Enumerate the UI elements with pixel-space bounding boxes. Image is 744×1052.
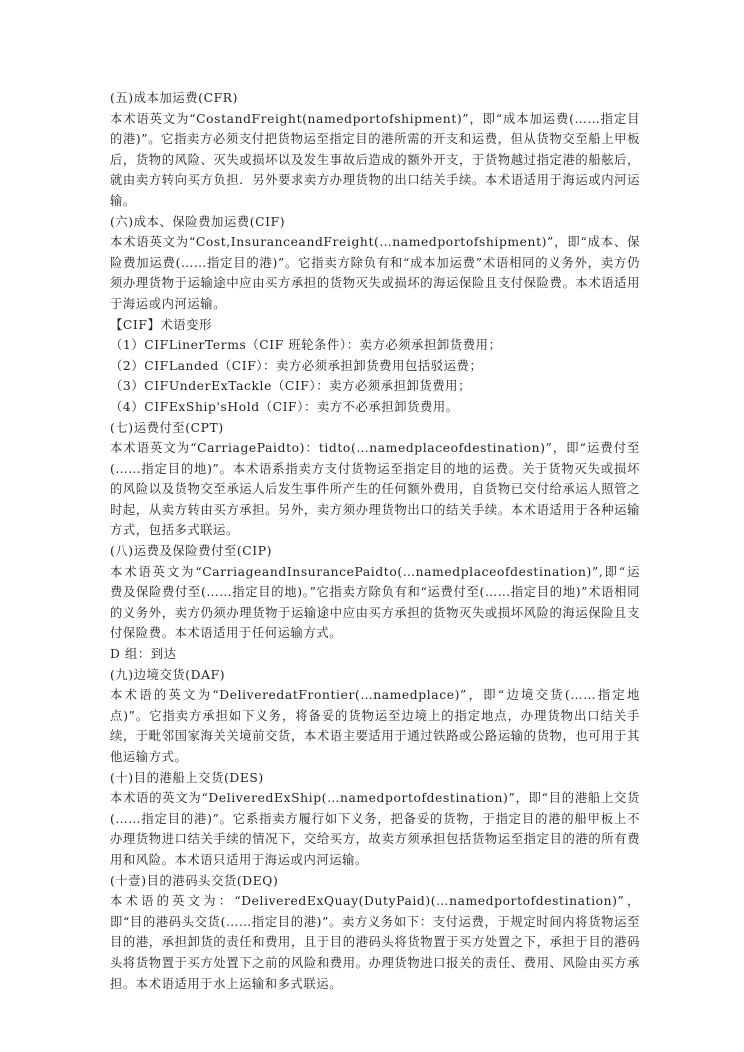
list-item: （4）CIFExShip'sHold（CIF）：卖方不必承担卸货费用。 <box>110 399 459 414</box>
paragraph-cfr: 本术语英文为“CostandFreight(namedportofshipment)”，即“成本加运费(……指定目的港)”。它指卖方必须支付把货物运至指定目的港所需的开支和运费，但从货物交至船上甲板后，货物的风险、灭失或损坏以及发生事故后造成的额外开支，于货物越过指定港的船舷后，就由卖方转向买方负担．另外要求卖方办理货物的出口结关手续。本术语适用于海运或内河运输。 <box>110 111 640 208</box>
heading-cfr: (五)成本加运费(CFR) <box>110 91 238 105</box>
paragraph-cif: 本术语英文为“Cost,InsuranceandFreight(…namedportofshipment)”，即“成本、保险费加运费(……指定目的港)”。它指卖方除负有和“成本加运费”术语相同的义务外，卖方仍须办理货物于运输途中应由买方承担的货物灭失或损坏的海运保险且支付保险费。本术语适用于海运或内河运输。 <box>110 235 640 311</box>
group-d-heading: D 组：到达 <box>110 647 177 662</box>
list-item: （1）CIFLinerTerms（CIF 班轮条件）：卖方必须承担卸货费用； <box>110 338 502 353</box>
paragraph-daf: 本术语的英文为“DeliveredatFrontier(…namedplace)”，即“边境交货(……指定地点)”。它指卖方承担如下义务，将备妥的货物运至边境上的指定地点，办理货物出口结关手续，于毗邻国家海关关境前交货，本术语主要适用于通过铁路或公路运输的货物，也可用于其他运输方式。 <box>110 688 640 764</box>
heading-cpt: (七)运费付至(CPT) <box>110 420 224 435</box>
heading-deq: (十壹)目的港码头交货(DEQ) <box>110 873 279 888</box>
document-body <box>110 88 640 994</box>
heading-cif-variants: 【CIF】术语变形 <box>110 317 212 332</box>
list-item: （3）CIFUnderExTackle（CIF）：卖方必须承担卸货费用； <box>110 379 471 394</box>
heading-des: (十)目的港船上交货(DES) <box>110 770 264 785</box>
list-item: （2）CIFLanded（CIF）：卖方必须承担卸货费用包括驳运费； <box>110 358 483 373</box>
heading-cip: (八)运费及保险费付至(CIP) <box>110 544 273 559</box>
paragraph-cip: 本术语英文为“CarriageandInsurancePaidto(…namedplaceofdestination)”,即“运费及保险费付至(……指定目的地)。”它指卖方除负有和“运费付至(……指定目的地)”术语相同的义务外，卖方仍须办理货物于运输途中应由买方承担的货物灭失或损坏风险的海运保险且支付保险费。本术语适用于任何运输方式。 <box>110 564 640 641</box>
paragraph-deq: 本术语的英文为：“DeliveredExQuay(DutyPaid)(…namedportofdestination)”，即“目的港码头交货(……指定目的港)”。卖方义务如下：支付运费，于规定时间内将货物运至目的港，承担卸货的责任和费用，且于目的港码头将货物置于买方处置之下，承担于目的港码头将货物置于买方处置下之前的风险和费用。办理货物进口报关的责任、费用、风险由买方承担。本术语适用于水上运输和多式联运。 <box>110 894 640 991</box>
paragraph-cpt: 本术语英文为“CarriagePaidto)：tidto(…namedplaceofdestination)”，即“运费付至(……指定目的地)”。本术语系指卖方支付货物运至指定目的地的运费。关于货物灭失或损坏的风险以及货物交至承运人后发生事件所产生的任何额外费用，自货物已交付给承运人照管之时起，从卖方转由买方承担。另外，卖方须办理货物出口的结关手续。本术语适用于各种运输方式，包括多式联运。 <box>110 441 640 538</box>
paragraph-des: 本术语的英文为“DeliveredExShip(…namedportofdestination)”，即“目的港船上交货(……指定目的港)”。它系指卖方履行如下义务，把备妥的货物，于指定目的港的船甲板上不办理货物进口结关手续的情况下，交给买方，故卖方须承担包括货物运至指定目的港的所有费用和风险。本术语只适用于海运或内河运输。 <box>110 791 640 867</box>
heading-cif: (六)成本、保险费加运费(CIF) <box>110 214 286 229</box>
heading-daf: (九)边境交货(DAF) <box>110 667 226 682</box>
